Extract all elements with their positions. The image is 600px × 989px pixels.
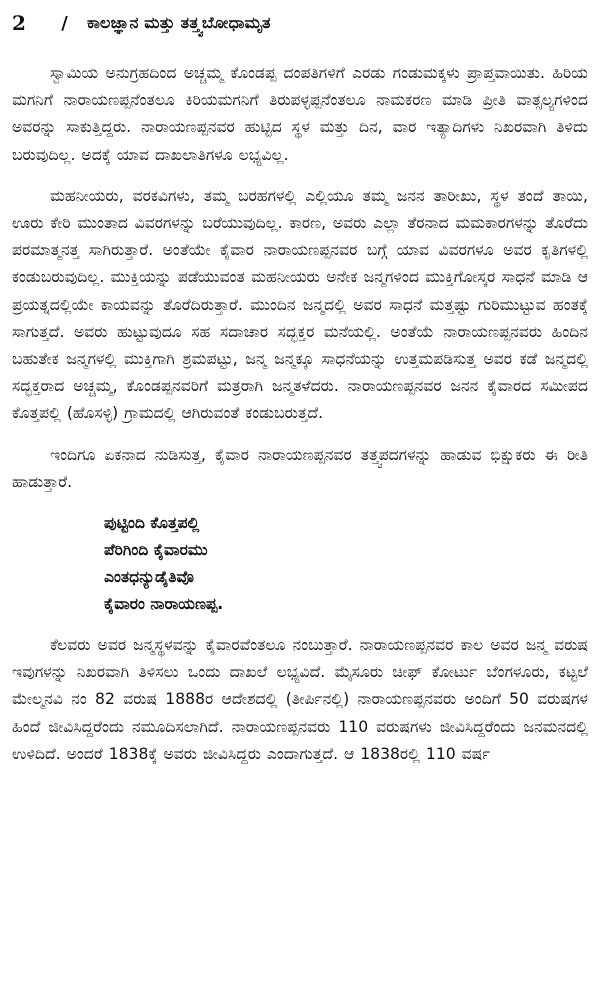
paragraph-1-text: ಸ್ವಾಮಿಯ ಅನುಗ್ರಹದಿಂದ ಅಚ್ಚಮ್ಮ ಕೊಂಡಪ್ಪ ದಂಪತಿಗಳಿಗೆ ಎರಡು ಗಂಡುಮಕ್ಕಳು ಪ್ರಾಪ್ತವಾಯಿತು. ಹಿರಿಯ ಮಗನಿಗೆ ನಾರಾಯಣಪ್ಪನೆಂತಲೂ ಕಿರಿಯಮಗನಿಗೆ ತಿರುಪಳ್ಳಪ್ಪನೆಂತಲೂ ನಾಮಕರಣ ಮಾಡಿ ಪ್ರೀತಿ ವಾತ್ಸಲ್ಯಗಳಿಂದ ಅವರನ್ನು ಸಾಕುತ್ತಿದ್ದರು. ನಾರಾಯಣಪ್ಪನವರ ಹುಟ್ಟಿದ ಸ್ಥಳ ಮತ್ತು ದಿನ, ವಾರ ಇತ್ಯಾದಿಗಳು ನಿಖರವಾಗಿ ತಿಳಿದು ಬರುವುದಿಲ್ಲ. ಅದಕ್ಕೆ ಯಾವ ದಾಖಲಾತಿಗಳೂ ಲಭ್ಯವಿಲ್ಲ. — [12, 64, 588, 164]
paragraph-2-text: ಮಹನೀಯರು, ವರಕವಿಗಳು, ತಮ್ಮ ಬರಹಗಳಲ್ಲಿ ಎಲ್ಲಿಯೂ ತಮ್ಮ ಜನನ ತಾರೀಖು, ಸ್ಥಳ ತಂದೆ ತಾಯಿ, ಊರು ಕೇರಿ ಮುಂತಾದ ವಿವರಗಳನ್ನು ಬರೆಯುವುದಿಲ್ಲ. ಕಾರಣ, ಅವರು ಎಲ್ಲಾ ತೆರನಾದ ಮಮಕಾರಗಳನ್ನು ತೊರೆದು ಪರಮಾತ್ಮನತ್ತ ಸಾಗಿರುತ್ತಾರೆ. ಅಂತೆಯೇ ಕೈವಾರ ನಾರಾಯಣಪ್ಪನವರ ಬಗ್ಗೆ ಯಾವ ವಿವರಗಳೂ ಅವರ ಕೃತಿಗಳಲ್ಲಿ ಕಂಡುಬರುವುದಿಲ್ಲ. ಮುಕ್ತಿಯನ್ನು ಪಡೆಯುವಂತ ಮಹನೀಯರು ಅನೇಕ ಜನ್ಮಗಳಿಂದ ಮುಕ್ತಿಗೋಸ್ಕರ ಸಾಧನೆ ಮಾಡಿ ಆ ಪ್ರಯತ್ನದಲ್ಲಿಯೇ ಕಾಯವನ್ನು ತೊರೆದಿರುತ್ತಾರೆ. ಮುಂದಿನ ಜನ್ಮದಲ್ಲಿ ಅವರ ಸಾಧನೆ ಮತ್ತಷ್ಟು ಗುರಿಮುಟ್ಟುವ ಹಂತಕ್ಕೆ ಸಾಗುತ್ತದೆ. ಅವರು ಹುಟ್ಟುವುದೂ ಸಹ ಸದಾಚಾರ ಸದ್ಭಕ್ತರ ಮನೆಯಲ್ಲಿ. ಅಂತೆಯೆ ನಾರಾಯಣಪ್ಪನವರು ಹಿಂದಿನ ಬಹುತೇಕ ಜನ್ಮಗಳಲ್ಲಿ ಮುಕ್ತಿಗಾಗಿ ಶ್ರಮಪಟ್ಟು, ಜನ್ಮ ಜನ್ಮಕ್ಕೂ ಸಾಧನೆಯನ್ನು ಉತ್ತಮಪಡಿಸುತ್ತ ಅವರ ಕಡೆ ಜನ್ಮದಲ್ಲಿ ಸದ್ಭಕ್ತರಾದ ಅಚ್ಚಮ್ಮ, ಕೊಂಡಪ್ಪನವರಿಗೆ ಮತ್ರರಾಗಿ ಜನ್ಮತಳೆದರು. ನಾರಾಯಣಪ್ಪನವರ ಜನನ ಕೈವಾರದ ಸಮೀಪದ ಕೊತ್ತಪಲ್ಲಿ (ಹೊಸಳ್ಳಿ) ಗ್ರಾಮದಲ್ಲಿ ಆಗಿರುವಂತೆ ಕಂಡುಬರುತ್ತದೆ. — [12, 186, 588, 423]
page-header — [12, 8, 588, 38]
running-title: ಕಾಲಜ್ಞಾನ ಮತ್ತು ತತ್ತ್ವಬೋಧಾಮೃತ — [87, 13, 271, 32]
paragraph-4-text: ಕೆಲವರು ಅವರ ಜನ್ಮಸ್ಥಳವನ್ನು ಕೈವಾರವೆಂತಲೂ ನಂಬುತ್ತಾರೆ. ನಾರಾಯಣಪ್ಪನವರ ಕಾಲ ಅವರ ಜನ್ಮ ವರುಷ ಇವುಗಳನ್ನು ನಿಖರವಾಗಿ ತಿಳಿಸಲು ಒಂದು ದಾಖಲೆ ಲಭ್ಯವಿದೆ. ಮೈಸೂರು ಚೀಫ್ ಕೋರ್ಟು ಬೆಂಗಳೂರು, ಕಟ್ಟಲೆ ಮೇಲ್ಮನವಿ ನಂ 82 ವರುಷ 1888ರ ಆದೇಶದಲ್ಲಿ (ತೀರ್ಪಿನಲ್ಲಿ) ನಾರಾಯಣಪ್ಪನವರು ಅಂದಿಗೆ 50 ವರುಷಗಳ ಹಿಂದೆ ಜೀವಿಸಿದ್ದರೆಂದು ನಮೂದಿಸಲಾಗಿದೆ. ನಾರಾಯಣಪ್ಪನವರು 110 ವರುಷಗಳು ಜೀವಿಸಿದ್ದರೆಂದು ಜನಮನದಲ್ಲಿ ಉಳಿದಿದೆ. ಅಂದರೆ 1838ಕ್ಕೆ ಅವರು ಜೀವಿಸಿದ್ದರು ಎಂದಾಗುತ್ತದೆ. ಆ 1838ರಲ್ಲಿ 110 ವರ್ಷ — [12, 636, 588, 763]
verse-line-4: ಕೈವಾರಂ ನಾರಾಯಣಪ್ಪ. — [104, 595, 224, 614]
verse-line-3: ಎಂತಧನ್ಯುಡೈತಿವೊ — [104, 568, 194, 587]
paragraph-3 — [12, 442, 588, 496]
paragraph-2 — [12, 183, 588, 428]
header-separator: / — [61, 12, 68, 34]
page-number: 2 — [12, 11, 26, 35]
paragraph-1 — [12, 60, 588, 169]
verse-block — [104, 510, 588, 618]
paragraph-3-text: ಇಂದಿಗೂ ಏಕನಾದ ನುಡಿಸುತ್ತ, ಕೈವಾರ ನಾರಾಯಣಪ್ಪನವರ ತತ್ತ್ವಪದಗಳನ್ನು ಹಾಡುವ ಭಿಕ್ಷುಕರು ಈ ರೀತಿ ಹಾಡುತ್ತಾರೆ. — [12, 445, 588, 491]
verse-line-1: ಪುಟ್ಟಿಂದಿ ಕೊತ್ತಪಲ್ಲಿ — [104, 514, 200, 533]
verse-line-2: ಪೆರಿಗಿಂದಿ ಕೈವಾರಮು — [104, 541, 208, 560]
paragraph-4 — [12, 632, 588, 768]
